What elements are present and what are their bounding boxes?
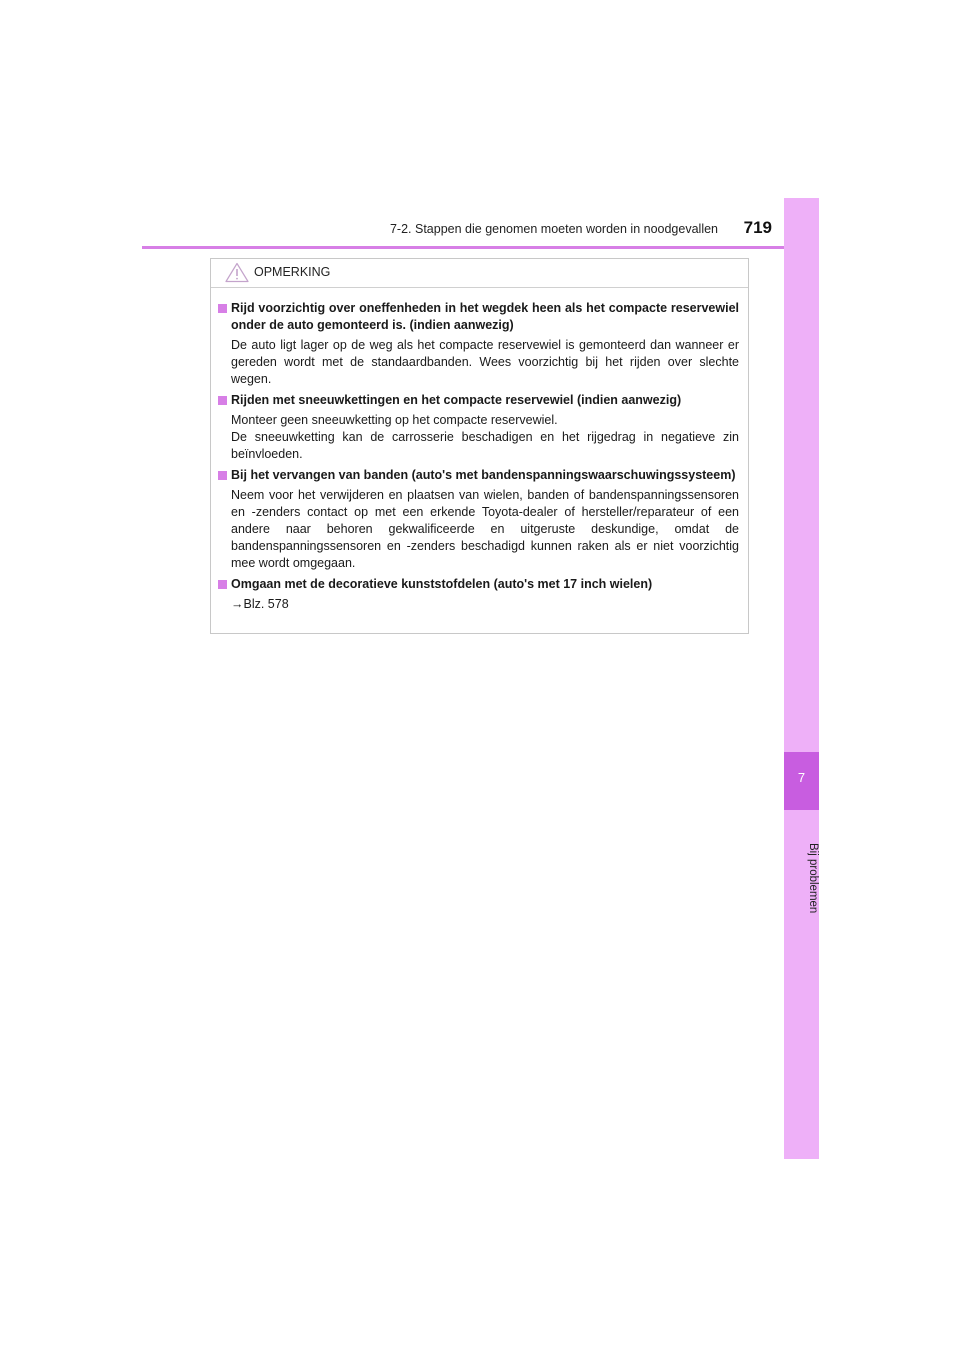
note-paragraph: Monteer geen sneeuwketting op het compacte reservewiel.	[231, 413, 558, 427]
square-bullet-icon	[218, 396, 227, 405]
chapter-label-text: Bij problemen	[807, 842, 819, 914]
note-item-text	[218, 412, 739, 463]
chapter-number: 7	[797, 770, 806, 785]
chapter-tab-strip	[784, 198, 819, 1159]
warning-triangle-icon	[225, 262, 249, 283]
page-number: 719	[743, 218, 772, 237]
note-paragraph: De sneeuwketting kan de carrosserie beschadigen en het rijgedrag in negatieve zin beïnvloeden.	[231, 430, 739, 461]
note-item-heading-text: Rijden met sneeuwkettingen en het compacte reservewiel (indien aanwezig)	[231, 393, 682, 407]
square-bullet-icon	[218, 304, 227, 313]
note-item-text	[218, 487, 739, 572]
note-item	[218, 576, 739, 613]
note-paragraph: Neem voor het verwijderen en plaatsen van wielen, banden of bandenspanningssensoren en -zenders contact op met een erkende Toyota-dealer of hersteller/reparateur of een andere naar behoren gekwalificeerde en uitgeruste deskundige, omdat de bandenspanningssensoren en -zenders beschadigd kunnen raken als er niet voorzichtig mee wordt omgegaan.	[231, 488, 739, 570]
note-item	[218, 392, 739, 463]
note-item-heading	[218, 392, 739, 409]
note-paragraph: De auto ligt lager op de weg als het compacte reservewiel is gemonteerd dan wanneer er gereden wordt met de standaardbanden. Wees voorzichtig bij het rijden over slechte wegen.	[231, 338, 739, 386]
note-item	[218, 467, 739, 572]
note-item-heading-text: Omgaan met de decoratieve kunststofdelen (auto's met 17 inch wielen)	[231, 577, 653, 591]
note-item-heading	[218, 576, 739, 593]
section-title: 7-2. Stappen die genomen moeten worden in noodgevallen	[389, 222, 718, 236]
square-bullet-icon	[218, 471, 227, 480]
chapter-label	[784, 818, 819, 938]
note-item	[218, 300, 739, 388]
page-header	[142, 210, 818, 249]
note-item-heading-text: Rijd voorzichtig over oneffenheden in het wegdek heen als het compacte reservewiel onder de auto gemonteerd is. (indien aanwezig)	[231, 301, 739, 332]
note-header	[211, 259, 748, 288]
note-title: OPMERKING	[254, 265, 331, 279]
note-item-heading	[218, 300, 739, 334]
note-body	[211, 288, 748, 613]
note-item-heading	[218, 467, 739, 484]
note-box	[210, 258, 749, 634]
page-reference[interactable]: →Blz. 578	[231, 597, 289, 611]
note-item-text	[218, 337, 739, 388]
note-item-heading-text: Bij het vervangen van banden (auto's met bandenspanningswaarschuwingssysteem)	[231, 468, 736, 482]
square-bullet-icon	[218, 580, 227, 589]
note-item-text	[218, 596, 739, 613]
